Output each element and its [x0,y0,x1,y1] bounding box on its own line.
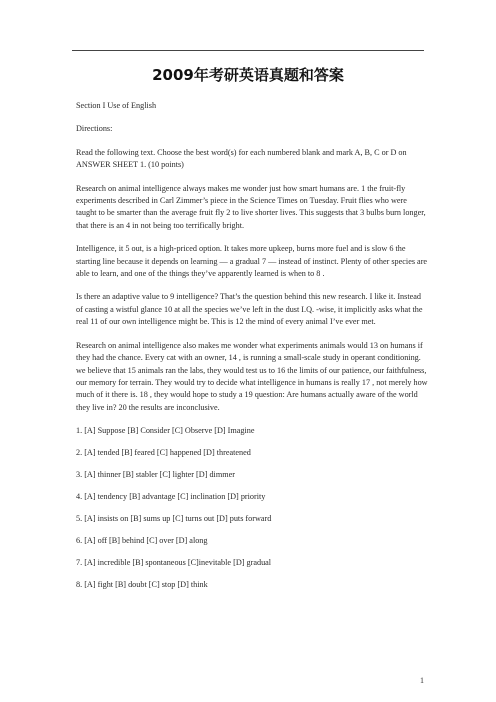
option-line-1: 1. [A] Suppose [B] Consider [C] Observe [D] Imagine [76,426,255,436]
passage-paragraph-1: Research on animal intelligence always makes me wonder just how smart humans are. 1 the fruit-fly experiments described in Carl Zimmer’s piece in the Science Times on Tuesday. Fruit flies who were taught to be smarter than the average fruit fly 2 to live shorter lives. This suggests that 3 bulbs burn longer, that there is an 4 in not being too terrifically bright. [76,183,426,230]
option-line-6: 6. [A] off [B] behind [C] over [D] along [76,536,208,546]
page-title: 2009年考研英语真题和答案 [152,66,344,84]
option-line-3: 3. [A] thinner [B] stabler [C] lighter [D] dimmer [76,470,235,480]
directions-text: Read the following text. Choose the best word(s) for each numbered blank and mark A, B, C or D on ANSWER SHEET 1. (10 points) [76,147,407,170]
page-number: 1 [420,676,424,685]
document-body [76,100,428,601]
header-rule [72,50,424,51]
option-line-7: 7. [A] incredible [B] spontaneous [C]inevitable [D] gradual [76,558,272,568]
passage-paragraph-3: Is there an adaptive value to 9 intelligence? That’s the question behind this new research. I like it. Instead of casting a wistful glance 10 at all the species we’ve left in the dust I.Q. -wise, it implicitly asks what the real 11 of our own intelligence might be. This is 12 the mind of every animal I’ve ever met. [76,292,423,327]
passage-paragraph-4: Research on animal intelligence also makes me wonder what experiments animals would 13 on humans if they had the chance. Every cat with an owner, 14 , is running a small-scale study in operant conditioning. we believe that 15 animals ran the labs, they would test us to 16 the limits of our patience, our faithfulness, our memory for terrain. They would try to decide what intelligence in humans is really 17 , not merely how much of it there is. 18 , they would hope to study a 19 question: Are humans actually aware of the world they live in? 20 the results are inconclusive. [76,340,428,412]
directions-label: Directions: [76,124,113,134]
option-line-8: 8. [A] fight [B] doubt [C] stop [D] think [76,580,208,590]
option-line-2: 2. [A] tended [B] feared [C] happened [D] threatened [76,448,251,458]
section-heading: Section I Use of English [76,101,157,110]
option-line-5: 5. [A] insists on [B] sums up [C] turns out [D] puts forward [76,514,272,524]
option-line-4: 4. [A] tendency [B] advantage [C] inclination [D] priority [76,492,266,502]
passage-paragraph-2: Intelligence, it 5 out, is a high-priced option. It takes more upkeep, burns more fuel and is slow 6 the starting line because it depends on learning — a gradual 7 — instead of instinct. Plenty of other species are able to learn, and one of the things they’ve apparently learned is when to 8 . [76,244,428,279]
